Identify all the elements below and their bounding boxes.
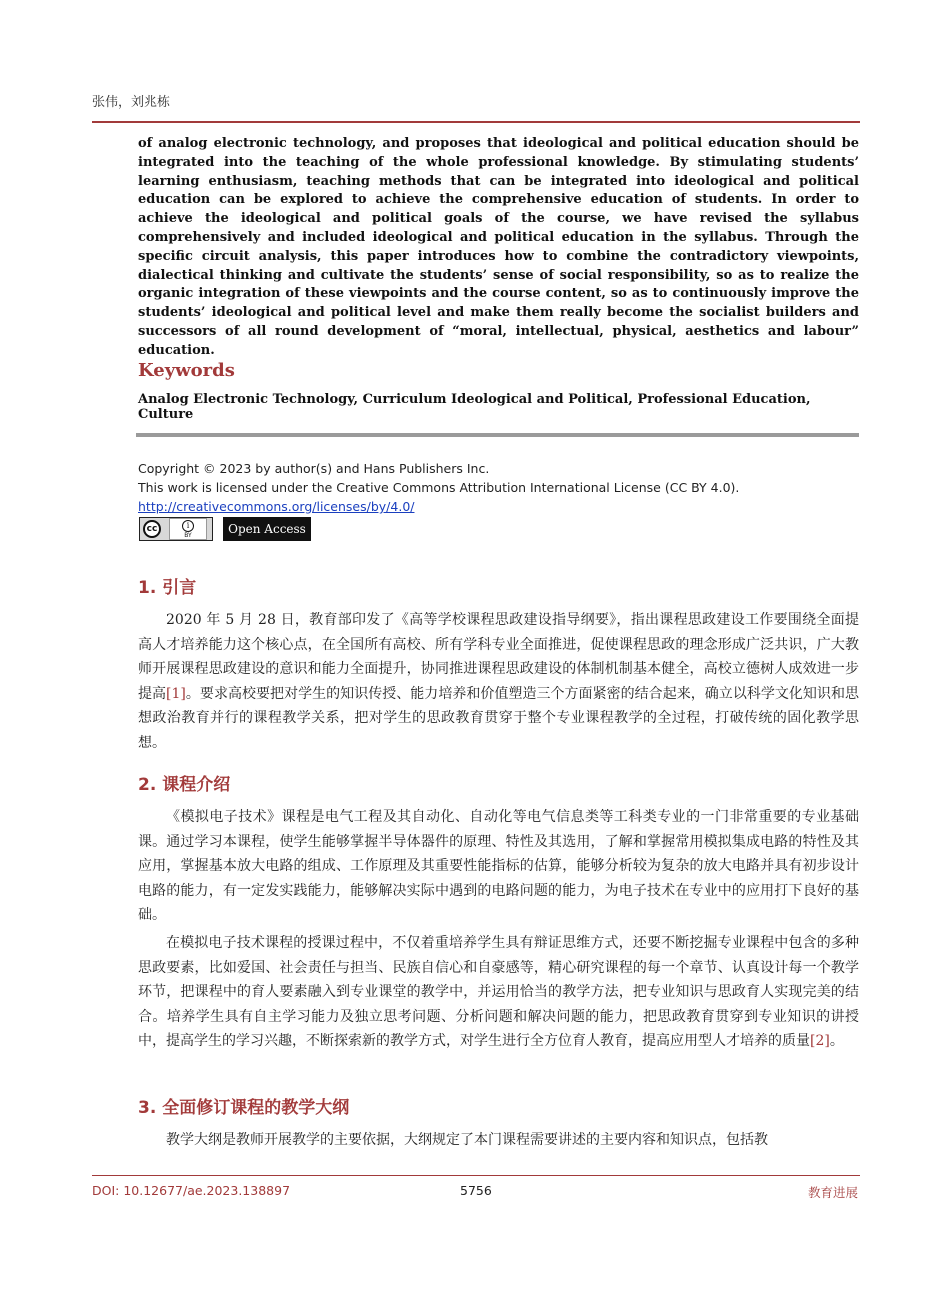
open-access-badge[interactable]: Open Access <box>223 517 311 541</box>
paragraph-text: 2020 年 5 月 28 日，教育部印发了《高等学校课程思政建设指导纲要》，指出课程思政建设工作要围绕全面提高人才培养能力这个核心点，在全国所有高校、所有学科专业全面推进，促使课程思政的理念形成广泛共识，广大教师开展课程思政建设的意识和能力全面提升，协同推进课程思政建设的体制机制基本健全，高校立德树人成效进一步提高 <box>138 612 859 702</box>
paragraph-intro <box>138 608 859 755</box>
paragraph-syllabus: 教学大纲是教师开展教学的主要依据，大纲规定了本门课程需要讲述的主要内容和知识点，包括教 <box>166 1132 768 1148</box>
page-number: 5756 <box>460 1183 492 1198</box>
by-label: BY <box>184 531 192 539</box>
section-title-intro: 1. 引言 <box>138 578 197 598</box>
keywords-heading: Keywords <box>138 360 235 381</box>
footer-divider <box>92 1175 860 1176</box>
license-line: This work is licensed under the Creative Commons Attribution International License (CC BY 4.0). <box>138 480 740 495</box>
paragraph-course-1: 《模拟电子技术》课程是电气工程及其自动化、自动化等电气信息类等工科类专业的一门非常重要的专业基础课。通过学习本课程，使学生能够掌握半导体器件的原理、特性及其选用，了解和掌握常用模拟集成电路的特性及其应用，掌握基本放大电路的组成、工作原理及其重要性能指标的估算，能够分析较为复杂的放大电路并具有初步设计电路的能力，有一定发实践能力，能够解决实际中遇到的电路问题的能力，为电子技术在专业中的应用打下良好的基础。 <box>138 809 859 923</box>
header-divider <box>92 121 860 123</box>
citation-link[interactable]: [1] <box>166 685 186 702</box>
citation-link[interactable]: [2] <box>810 1033 830 1049</box>
cc-by-badge[interactable] <box>139 517 213 541</box>
copyright-line: Copyright © 2023 by author(s) and Hans Publishers Inc. <box>138 461 490 476</box>
license-link[interactable]: http://creativecommons.org/licenses/by/4.0/ <box>138 499 415 514</box>
person-icon: i <box>182 520 194 532</box>
section-divider <box>136 433 859 437</box>
running-header-authors: 张伟，刘兆栋 <box>92 95 171 110</box>
paragraph-text: 在模拟电子技术课程的授课过程中，不仅着重培养学生具有辩证思维方式，还要不断挖掘专业课程中包含的多种思政要素，比如爱国、社会责任与担当、民族自信心和自豪感等，精心研究课程的每一个章节、认真设计每一个教学环节，把课程中的育人要素融入到专业课堂的教学中，并运用恰当的教学方法，把专业知识与思政育人实现完美的结合。培养学生具有自主学习能力及独立思考问题、分析问题和解决问题的能力，把思政教育贯穿到专业知识的讲授中，提高学生的学习兴趣，不断探索新的教学方式，对学生进行全方位育人教育，提高应用型人才培养的质量 <box>138 935 859 1049</box>
section-title-course: 2. 课程介绍 <box>138 775 231 795</box>
keywords-list: Analog Electronic Technology, Curriculum Ideological and Political, Professional Education, Culture <box>138 392 811 422</box>
by-icon <box>169 518 207 540</box>
journal-name: 教育进展 <box>807 1185 858 1200</box>
footer-doi: DOI: 10.12677/ae.2023.138897 <box>92 1183 291 1198</box>
cc-icon: cc <box>143 520 161 538</box>
paragraph-text-tail: 。 <box>829 1033 844 1049</box>
license-badges <box>139 517 311 543</box>
copyright-block <box>138 459 858 516</box>
section-title-syllabus: 3. 全面修订课程的教学大纲 <box>138 1098 350 1118</box>
abstract-text: of analog electronic technology, and proposes that ideological and political education should be integrated into the teaching of the whole professional knowledge. By stimulating students’ learning enthusiasm, teaching methods that can be integrated into ideological and political education can be explored to achieve the comprehensive education of students. In order to achieve the ideological and political goals of the course, we have revised the syllabus comprehensively and included ideological and political education in the syllabus. Through the specific circuit analysis, this paper introduces how to combine the contradictory viewpoints, dialectical thinking and cultivate the students’ sense of social responsibility, so as to realize the organic integration of these viewpoints and the course content, so as to continuously improve the students’ ideological and political level and make them really become the socialist builders and successors of all round development of “moral, intellectual, physical, aesthetics and labour” education. <box>138 136 859 358</box>
paragraph-text-tail: 。要求高校要把对学生的知识传授、能力培养和价值塑造三个方面紧密的结合起来，确立以科学文化知识和思想政治教育并行的课程教学关系，把对学生的思政教育贯穿于整个专业课程教学的全过程，打破传统的固化教学思想。 <box>138 685 859 751</box>
paragraph-course-2 <box>138 931 859 1054</box>
